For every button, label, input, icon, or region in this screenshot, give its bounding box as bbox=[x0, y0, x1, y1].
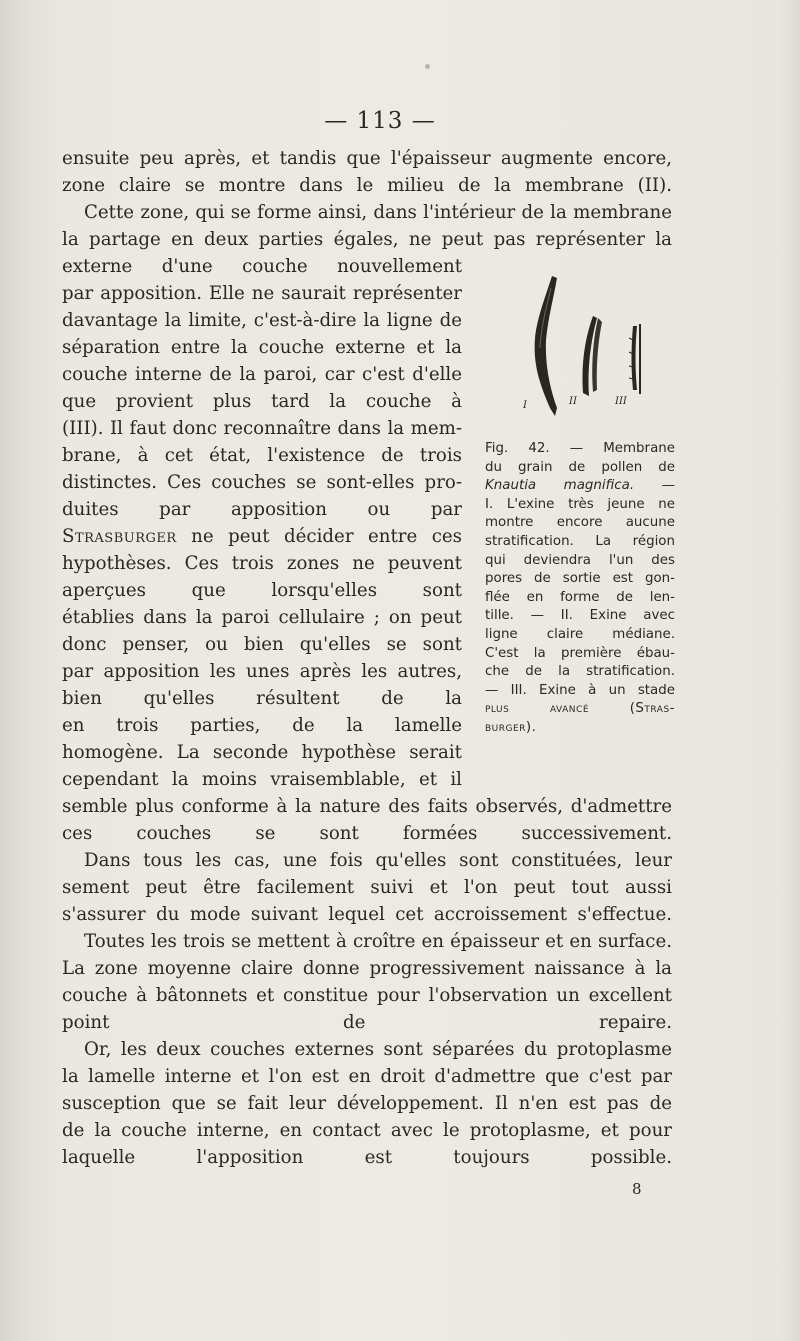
text-line: Dans tous les cas, une fois qu'elles sont constituées, leur bbox=[84, 850, 672, 871]
caption-line: burger). bbox=[485, 719, 537, 735]
species-name: Knautia magnifica. bbox=[485, 478, 635, 494]
paragraph-2-head bbox=[62, 199, 672, 253]
text-line: en trois parties, de la lamelle bbox=[62, 715, 462, 736]
text-line: point de repaire. bbox=[62, 1012, 672, 1033]
caption-line: — III. Exine à un stade bbox=[485, 682, 675, 698]
text-line: aperçues que lorsqu'elles sont bbox=[62, 580, 462, 601]
caption-line: C'est la première ébau- bbox=[485, 645, 675, 661]
caption-line: flée en forme de len- bbox=[485, 589, 675, 605]
text-line: davantage la limite, c'est-à-dire la ligne de bbox=[62, 310, 462, 331]
text-line: externe d'une couche nouvellement bbox=[62, 256, 462, 277]
text-fragment: ne peut décider entre ces bbox=[191, 526, 462, 547]
caption-line: pores de sortie est gon- bbox=[485, 571, 675, 587]
text-line: zone claire se montre dans le milieu de la membrane (II). bbox=[62, 175, 672, 196]
text-line: couche à bâtonnets et constitue pour l'observation un excellent bbox=[62, 985, 672, 1006]
caption-line: che de la stratification. bbox=[485, 664, 675, 680]
text-line: bien qu'elles résultent de la bbox=[62, 688, 462, 709]
text-line: duites par apposition ou par bbox=[62, 499, 462, 520]
caption-species-line bbox=[485, 477, 675, 496]
text-line: susception que se fait leur développement. Il n'en est pas de bbox=[62, 1093, 672, 1114]
text-line: s'assurer du mode suivant lequel cet accroissement s'effectue. bbox=[62, 904, 672, 925]
text-line: Or, les deux couches externes sont séparées du protoplasme bbox=[84, 1039, 672, 1060]
text-line: laquelle l'apposition est toujours possible. bbox=[62, 1147, 672, 1168]
text-line: couche interne de la paroi, car c'est d'elle bbox=[62, 364, 462, 385]
membrane-III bbox=[629, 324, 640, 394]
text-line: sement peut être facilement suivi et l'on peut tout aussi bbox=[62, 877, 672, 898]
paragraph-5 bbox=[62, 1036, 672, 1171]
caption-line: I. L'exine très jeune ne bbox=[485, 496, 675, 512]
figure-label-I: I bbox=[523, 400, 527, 411]
text-line: que provient plus tard la couche à bbox=[62, 391, 462, 412]
text-line: homogène. La seconde hypothèse serait bbox=[62, 742, 462, 763]
text-line: la lamelle interne et l'on est en droit d'admettre que c'est par bbox=[62, 1066, 672, 1087]
text-line-strasburger bbox=[62, 523, 462, 550]
text-line: ces couches se sont formées successivement. bbox=[62, 823, 672, 844]
paragraph-2-tail bbox=[62, 793, 672, 847]
text-line: par apposition les unes après les autres, bbox=[62, 661, 462, 682]
caption-line: du grain de pollen de bbox=[485, 459, 675, 475]
figure-caption bbox=[485, 440, 675, 738]
caption-line: tille. — II. Exine avec bbox=[485, 608, 675, 624]
signature-mark: 8 bbox=[632, 1180, 642, 1198]
text-line: cependant la moins vraisemblable, et il bbox=[62, 769, 462, 790]
text-line: Toutes les trois se mettent à croître en épaisseur et en surface. bbox=[84, 931, 672, 952]
text-line: hypothèses. Ces trois zones ne peuvent bbox=[62, 553, 462, 574]
text-line: donc penser, ou bien qu'elles se sont bbox=[62, 634, 462, 655]
text-line: distinctes. Ces couches se sont-elles pro- bbox=[62, 472, 462, 493]
pollen-membrane-illustration bbox=[505, 268, 675, 418]
text-line: séparation entre la couche externe et la bbox=[62, 337, 462, 358]
caption-line: plus avancé (Stras- bbox=[485, 701, 675, 717]
text-line: semble plus conforme à la nature des faits observés, d'admettre bbox=[62, 796, 672, 817]
membrane-II bbox=[582, 316, 602, 396]
author-name: Strasburger bbox=[62, 526, 177, 547]
caption-line: montre encore aucune bbox=[485, 515, 675, 531]
page-number: — 113 — bbox=[324, 108, 436, 134]
figure-label-II: II bbox=[569, 396, 577, 407]
text-line: par apposition. Elle ne saurait représenter bbox=[62, 283, 462, 304]
membrane-I bbox=[535, 276, 557, 416]
text-line: (III). Il faut donc reconnaître dans la mem- bbox=[62, 418, 462, 439]
text-line: établies dans la paroi cellulaire ; on peut bbox=[62, 607, 462, 628]
text-fragment: — bbox=[634, 478, 675, 494]
text-line: de la couche interne, en contact avec le protoplasme, et pour bbox=[62, 1120, 672, 1141]
caption-line: Fig. 42. — Membrane bbox=[485, 441, 675, 456]
text-line: La zone moyenne claire donne progressivement naissance à la bbox=[62, 958, 672, 979]
caption-line: qui deviendra l'un des bbox=[485, 552, 675, 568]
text-line: la partage en deux parties égales, ne peut pas représenter la bbox=[62, 229, 672, 250]
text-line: Cette zone, qui se forme ainsi, dans l'intérieur de la membrane bbox=[84, 202, 672, 223]
text-line: ensuite peu après, et tandis que l'épaisseur augmente encore, bbox=[62, 148, 672, 169]
caption-line: ligne claire médiane. bbox=[485, 626, 675, 642]
paragraph-1 bbox=[62, 145, 672, 199]
paragraph-3 bbox=[62, 847, 672, 928]
text-line: brane, à cet état, l'existence de trois bbox=[62, 445, 462, 466]
caption-line: stratification. La région bbox=[485, 533, 675, 549]
figure-42 bbox=[505, 268, 675, 418]
paragraph-4 bbox=[62, 928, 672, 1036]
figure-label-III: III bbox=[615, 396, 627, 407]
paragraph-2-narrow-column bbox=[62, 253, 462, 793]
ink-speck bbox=[425, 64, 430, 69]
